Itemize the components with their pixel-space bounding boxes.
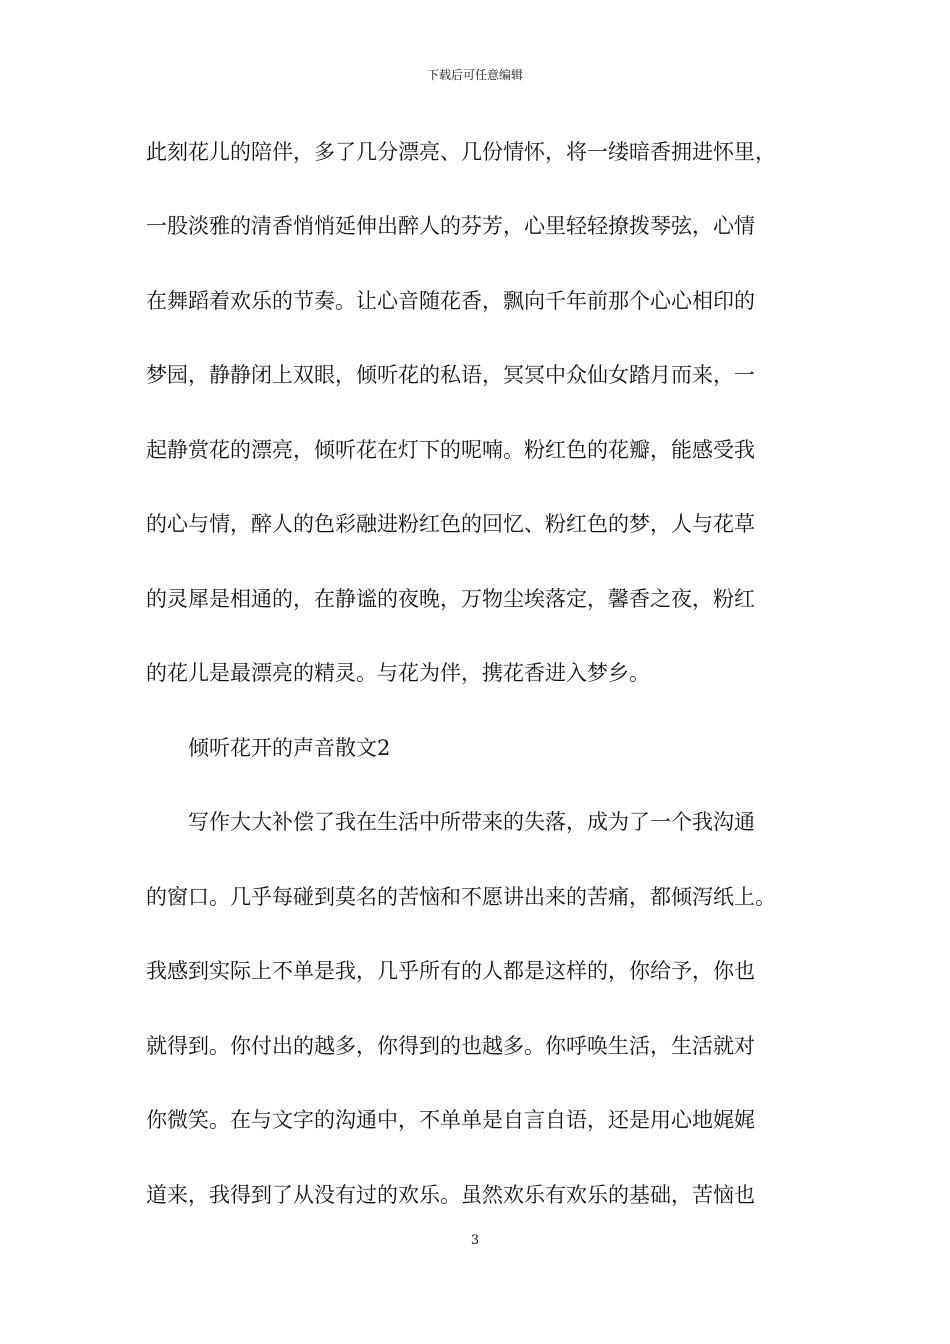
body-line: 的窗口。几乎每碰到莫名的苦恼和不愿讲出来的苦痛，都倾泻纸上。: [146, 885, 776, 909]
body-line: 就得到。你付出的越多，你得到的也越多。你呼唤生活，生活就对: [146, 1034, 755, 1058]
section-heading: 倾听花开的声音散文2: [188, 736, 391, 760]
body-line: 道来，我得到了从没有过的欢乐。虽然欢乐有欢乐的基础，苦恼也: [146, 1183, 755, 1207]
body-line: 的心与情，醉人的色彩融进粉红色的回忆、粉红色的梦，人与花草: [146, 512, 755, 536]
body-line: 梦园，静静闭上双眼，倾听花的私语，冥冥中众仙女踏月而来，一: [146, 363, 755, 387]
body-line: 的灵犀是相通的，在静谧的夜晚，万物尘埃落定，馨香之夜，粉红: [146, 587, 755, 611]
body-line: 我感到实际上不单是我，几乎所有的人都是这样的，你给予，你也: [146, 959, 755, 983]
body-line: 你微笑。在与文字的沟通中，不单单是自言自语，还是用心地娓娓: [146, 1108, 755, 1132]
body-line: 写作大大补偿了我在生活中所带来的失落，成为了一个我沟通: [188, 810, 755, 834]
body-line: 在舞蹈着欢乐的节奏。让心音随花香，飘向千年前那个心心相印的: [146, 289, 755, 313]
body-line: 一股淡雅的清香悄悄延伸出醉人的芬芳，心里轻轻撩拨琴弦，心情: [146, 214, 755, 238]
page-number: 3: [470, 1233, 480, 1248]
body-line: 起静赏花的漂亮，倾听花在灯下的呢喃。粉红色的花瓣，能感受我: [146, 438, 755, 462]
body-line: 的花儿是最漂亮的精灵。与花为伴，携花香进入梦乡。: [146, 661, 650, 685]
body-line: 此刻花儿的陪伴，多了几分漂亮、几份情怀，将一缕暗香拥进怀里，: [146, 140, 776, 164]
page-header: 下载后可任意编辑: [426, 68, 523, 82]
